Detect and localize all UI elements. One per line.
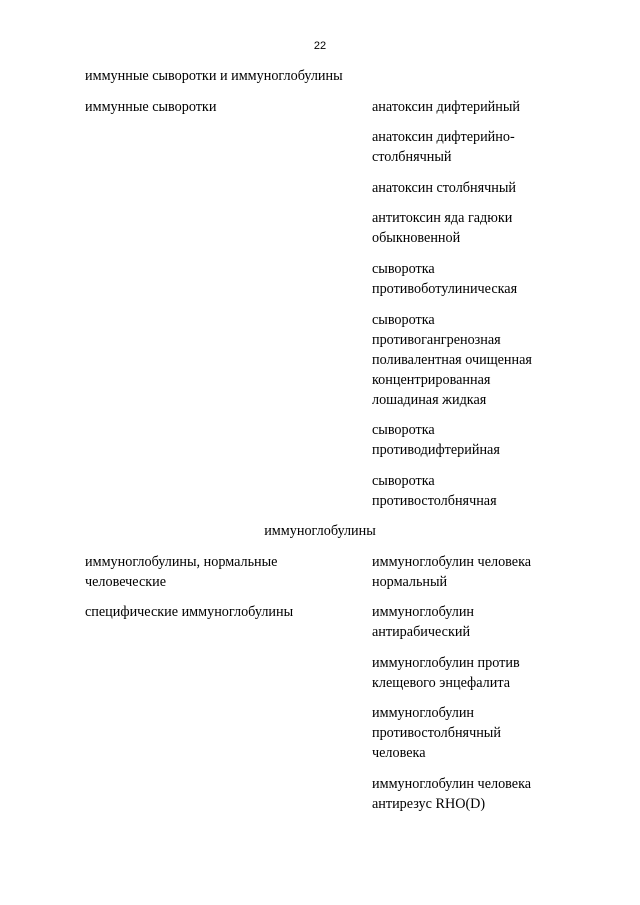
list-item bbox=[372, 259, 517, 299]
list-item bbox=[372, 774, 531, 814]
list-item-line: анатоксин столбнячный bbox=[372, 180, 516, 196]
list-item bbox=[372, 552, 531, 592]
list-item-line: сыворотка bbox=[372, 312, 435, 328]
list-item bbox=[372, 310, 532, 410]
list-item-line: клещевого энцефалита bbox=[372, 675, 510, 691]
list-item-line: обыкновенной bbox=[372, 230, 461, 246]
group-label-immune-sera: иммунные сыворотки bbox=[85, 99, 217, 115]
subheading-immunoglobulins: иммуноглобулины bbox=[264, 523, 376, 539]
section-heading: иммунные сыворотки и иммуноглобулины bbox=[85, 68, 343, 84]
list-item-line: иммуноглобулин bbox=[372, 705, 475, 721]
list-item-line: человека bbox=[372, 745, 426, 761]
list-item-line: сыворотка bbox=[372, 422, 435, 438]
list-item bbox=[372, 420, 500, 460]
list-item-line: анатоксин дифтерийно- bbox=[372, 129, 515, 145]
list-item bbox=[372, 208, 512, 248]
list-item bbox=[372, 602, 474, 642]
list-item-line: лошадиная жидкая bbox=[372, 392, 487, 408]
list-item-line: антирезус RHO(D) bbox=[372, 796, 486, 812]
list-item-line: концентрированная bbox=[372, 372, 491, 388]
list-item bbox=[372, 471, 497, 511]
list-item-line: противодифтерийная bbox=[372, 442, 500, 458]
list-item-line: поливалентная очищенная bbox=[372, 352, 532, 368]
label-line: человеческие bbox=[85, 574, 167, 590]
list-item-line: иммуноглобулин bbox=[372, 604, 475, 620]
list-item-line: противостолбнячная bbox=[372, 493, 497, 509]
list-item bbox=[372, 703, 501, 763]
list-item bbox=[372, 127, 515, 167]
label-line: иммуноглобулины, нормальные bbox=[85, 554, 278, 570]
group-label-normal-immunoglobulins bbox=[85, 552, 277, 592]
list-item-line: иммуноглобулин человека bbox=[372, 776, 532, 792]
list-item bbox=[372, 178, 516, 198]
list-item-line: противогангренозная bbox=[372, 332, 501, 348]
list-item-line: антирабический bbox=[372, 624, 471, 640]
list-item bbox=[372, 653, 520, 693]
list-item-line: иммуноглобулин против bbox=[372, 655, 520, 671]
list-item-line: анатоксин дифтерийный bbox=[372, 99, 520, 115]
list-item-line: сыворотка bbox=[372, 261, 435, 277]
list-item bbox=[372, 97, 520, 117]
list-item-line: столбнячный bbox=[372, 149, 452, 165]
list-item-line: иммуноглобулин человека bbox=[372, 554, 532, 570]
list-item-line: противостолбнячный bbox=[372, 725, 501, 741]
list-item-line: нормальный bbox=[372, 574, 448, 590]
page-number: 22 bbox=[313, 40, 327, 52]
list-item-line: сыворотка bbox=[372, 473, 435, 489]
list-item-line: противоботулиническая bbox=[372, 281, 518, 297]
group-label-specific-immunoglobulins: специфические иммуноглобулины bbox=[85, 604, 294, 620]
list-item-line: антитоксин яда гадюки bbox=[372, 210, 513, 226]
